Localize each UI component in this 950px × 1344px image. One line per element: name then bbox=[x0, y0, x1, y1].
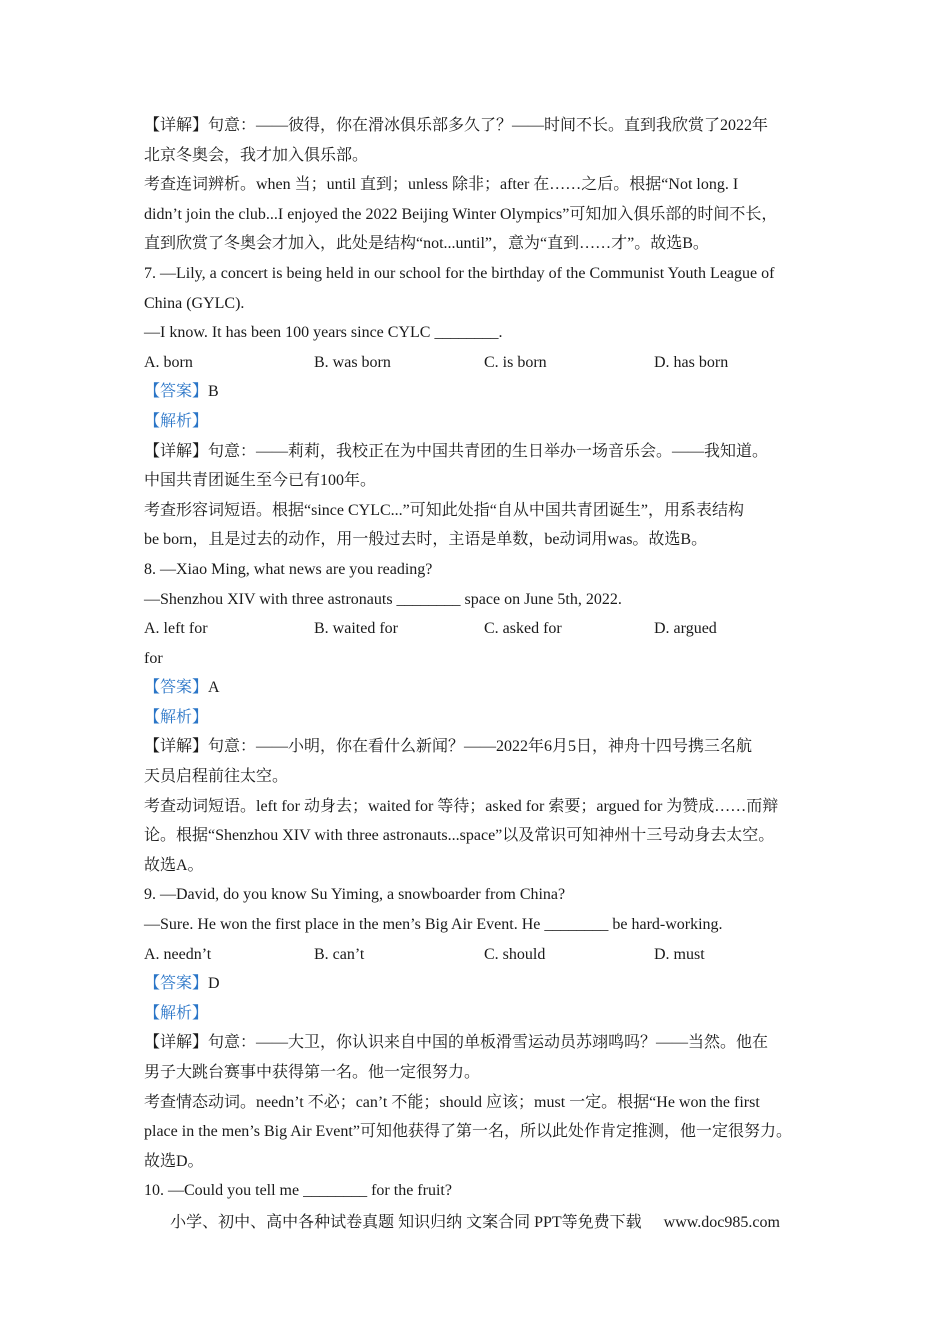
answer-value: A bbox=[208, 679, 220, 697]
question-9-options bbox=[144, 940, 824, 970]
text-line: 【详解】句意：——莉莉，我校正在为中国共青团的生日举办一场音乐会。——我知道。 bbox=[144, 442, 769, 460]
document-body bbox=[144, 111, 824, 1206]
text-line: 考查动词短语。left for 动身去；waited for 等待；asked for 索要；argued for 为赞成……而辩 bbox=[144, 797, 779, 815]
option-d: D. has born bbox=[654, 353, 729, 371]
text-line: 考查情态动词。needn’t 不必；can’t 不能；should 应该；must 一定。根据“He won the first bbox=[144, 1093, 760, 1111]
text-line: 天员启程前往太空。 bbox=[144, 768, 289, 786]
text-line: 考查连词辨析。when 当；until 直到；unless 除非；after 在……之后。根据“Not long. I bbox=[144, 176, 739, 194]
analysis-tag: 【解析】 bbox=[144, 412, 209, 430]
text-line: 【详解】句意：——小明，你在看什么新闻？——2022年6月5日，神舟十四号携三名航 bbox=[144, 738, 753, 756]
text-line: 论。根据“Shenzhou XIV with three astronauts...space”以及常识可知神州十三号动身去太空。 bbox=[144, 827, 775, 845]
text-line: 【详解】句意：——彼得，你在滑冰俱乐部多久了？——时间不长。直到我欣赏了2022年 bbox=[144, 117, 769, 134]
text-line: 故选A。 bbox=[144, 856, 204, 874]
text-line: place in the men’s Big Air Event”可知他获得了第一名，所以此处作肯定推测，他一定很努力。 bbox=[144, 1123, 792, 1141]
option-d: D. argued bbox=[654, 620, 717, 638]
page-footer bbox=[0, 1211, 950, 1235]
analysis-tag: 【解析】 bbox=[144, 1004, 209, 1022]
option-c: C. asked for bbox=[484, 620, 562, 638]
answer-tag: 【答案】 bbox=[144, 679, 209, 697]
question-8-reply: —Shenzhou XIV with three astronauts ________ space on June 5th, 2022. bbox=[144, 590, 622, 608]
question-7-answer bbox=[144, 377, 824, 407]
analysis-tag: 【解析】 bbox=[144, 708, 209, 726]
question-9-stem: 9. —David, do you know Su Yiming, a snowboarder from China? bbox=[144, 886, 566, 904]
answer-tag: 【答案】 bbox=[144, 975, 209, 993]
text-line: 考查形容词短语。根据“since CYLC...”可知此处指“自从中国共青团诞生”，用系表结构 bbox=[144, 501, 744, 519]
option-a: A. left for bbox=[144, 620, 208, 638]
footer-text: 小学、初中、高中各种试卷真题 知识归纳 文案合同 PPT等免费下载 bbox=[170, 1214, 642, 1231]
text-line: be born，且是过去的动作，用一般过去时，主语是单数，be动词用was。故选B。 bbox=[144, 531, 708, 549]
option-c: C. is born bbox=[484, 353, 547, 371]
text-line: 男子大跳台赛事中获得第一名。他一定很努力。 bbox=[144, 1064, 481, 1081]
question-7-options bbox=[144, 348, 824, 378]
option-b: B. can’t bbox=[314, 945, 365, 963]
answer-value: D bbox=[208, 975, 220, 993]
text-line: 北京冬奥会，我才加入俱乐部。 bbox=[144, 146, 369, 164]
question-10-stem: 10. —Could you tell me ________ for the fruit? bbox=[144, 1182, 452, 1200]
text-line: 中国共青团诞生至今已有100年。 bbox=[144, 472, 377, 490]
question-8-answer bbox=[144, 673, 824, 703]
option-d: D. must bbox=[654, 945, 705, 963]
text-line: 直到欣赏了冬奥会才加入，此处是结构“not...until”，意为“直到……才”。故选B。 bbox=[144, 235, 709, 253]
text-line: 故选D。 bbox=[144, 1152, 204, 1170]
footer-url[interactable]: www.doc985.com bbox=[663, 1214, 780, 1231]
question-8-stem: 8. —Xiao Ming, what news are you reading? bbox=[144, 560, 433, 578]
question-9-answer bbox=[144, 969, 824, 999]
option-a: A. needn’t bbox=[144, 945, 212, 963]
text-line: didn’t join the club...I enjoyed the 2022 Beijing Winter Olympics”可知加入俱乐部的时间不长， bbox=[144, 205, 778, 223]
question-8-options bbox=[144, 614, 824, 644]
option-a: A. born bbox=[144, 353, 193, 371]
option-b: B. was born bbox=[314, 353, 391, 371]
option-b: B. waited for bbox=[314, 620, 398, 638]
answer-value: B bbox=[208, 383, 219, 401]
option-d-wrap: for bbox=[144, 649, 163, 667]
answer-tag: 【答案】 bbox=[144, 383, 209, 401]
question-7-stem: 7. —Lily, a concert is being held in our school for the birthday of the Communist Youth League of bbox=[144, 264, 775, 282]
question-7-reply: —I know. It has been 100 years since CYLC ________. bbox=[144, 324, 503, 342]
question-7-stem-cont: China (GYLC). bbox=[144, 294, 245, 312]
text-line: 【详解】句意：——大卫，你认识来自中国的单板滑雪运动员苏翊鸣吗？——当然。他在 bbox=[144, 1034, 769, 1052]
option-c: C. should bbox=[484, 945, 546, 963]
question-9-reply: —Sure. He won the first place in the men’s Big Air Event. He ________ be hard-working. bbox=[144, 916, 723, 934]
